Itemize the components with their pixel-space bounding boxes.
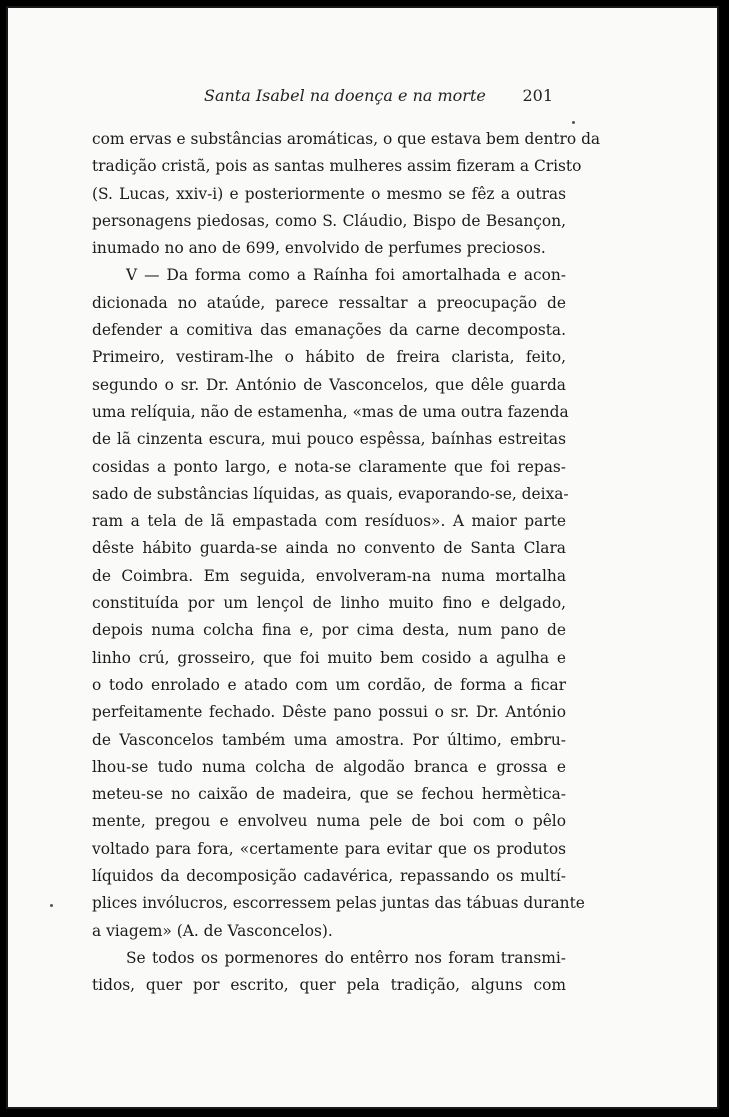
text-line: de Coimbra. Em seguida, envolveram-na numa mortalha [92, 566, 566, 585]
text-line: (S. Lucas, xxiv-i) e posteriormente o mesmo se fêz a outras [92, 184, 566, 203]
text-line: tradição cristã, pois as santas mulheres assim fizeram a Cristo [92, 157, 582, 176]
text-line: com ervas e substâncias aromáticas, o que estava bem dentro da [92, 130, 601, 148]
body-text [92, 126, 601, 1000]
text-line: voltado para fora, «certamente para evitar que os produtos [92, 839, 566, 858]
text-line: dêste hábito guarda-se ainda no convento de Santa Clara [92, 539, 566, 558]
text-line: meteu-se no caixão de madeira, que se fechou hermètica- [92, 785, 566, 804]
text-line: V — Da forma como a Raínha foi amortalhada e acon- [126, 266, 566, 285]
text-line: a viagem» (A. de Vasconcelos). [92, 921, 333, 940]
text-line: sado de substâncias líquidas, as quais, evaporando-se, deixa- [92, 484, 569, 503]
book-page [6, 6, 719, 1109]
text-line: personagens piedosas, como S. Cláudio, Bispo de Besançon, [92, 211, 566, 230]
text-line: lhou-se tudo numa colcha de algodão branca e grossa e [92, 757, 566, 776]
text-line: linho crú, grosseiro, que foi muito bem cosido a agulha e [92, 648, 566, 667]
text-line: ram a tela de lã empastada com resíduos». A maior parte [92, 512, 566, 531]
text-line: de Vasconcelos também uma amostra. Por último, embru- [92, 730, 566, 749]
page-number: 201 [522, 86, 553, 105]
text-line: Se todos os pormenores do entêrro nos foram transmi- [126, 948, 566, 967]
text-line: tidos, quer por escrito, quer pela tradição, alguns com [92, 976, 566, 995]
text-line: de lã cinzenta escura, mui pouco espêssa, baínhas estreitas [92, 430, 566, 449]
text-line: mente, pregou e envolveu numa pele de boi com o pêlo [92, 812, 566, 831]
text-line: inumado no ano de 699, envolvido de perfumes preciosos. [92, 239, 546, 258]
text-line: defender a comitiva das emanações da carne decomposta. [92, 321, 566, 340]
speck-mark [572, 121, 575, 124]
text-line: líquidos da decomposição cadavérica, repassando os multí- [92, 867, 566, 886]
text-line: Primeiro, vestiram-lhe o hábito de freira clarista, feito, [92, 348, 566, 367]
text-line: depois numa colcha fina e, por cima desta, num pano de [92, 621, 566, 640]
speck-mark [50, 904, 53, 907]
text-line: o todo enrolado e atado com um cordão, de forma a ficar [92, 675, 566, 694]
text-line: constituída por um lençol de linho muito fino e delgado, [92, 594, 566, 613]
text-line: plices invólucros, escorressem pelas juntas das tábuas durante [92, 894, 585, 913]
text-line: dicionada no ataúde, parece ressaltar a preocupação de [92, 293, 566, 312]
text-line: perfeitamente fechado. Dêste pano possui o sr. Dr. António [92, 703, 566, 722]
text-line: uma relíquia, não de estamenha, «mas de uma outra fazenda [92, 402, 569, 421]
running-header [92, 86, 551, 112]
running-title: Santa Isabel na doença e na morte [204, 86, 486, 105]
text-line: segundo o sr. Dr. António de Vasconcelos, que dêle guarda [92, 375, 566, 394]
text-line: cosidas a ponto largo, e nota-se claramente que foi repas- [92, 457, 566, 476]
